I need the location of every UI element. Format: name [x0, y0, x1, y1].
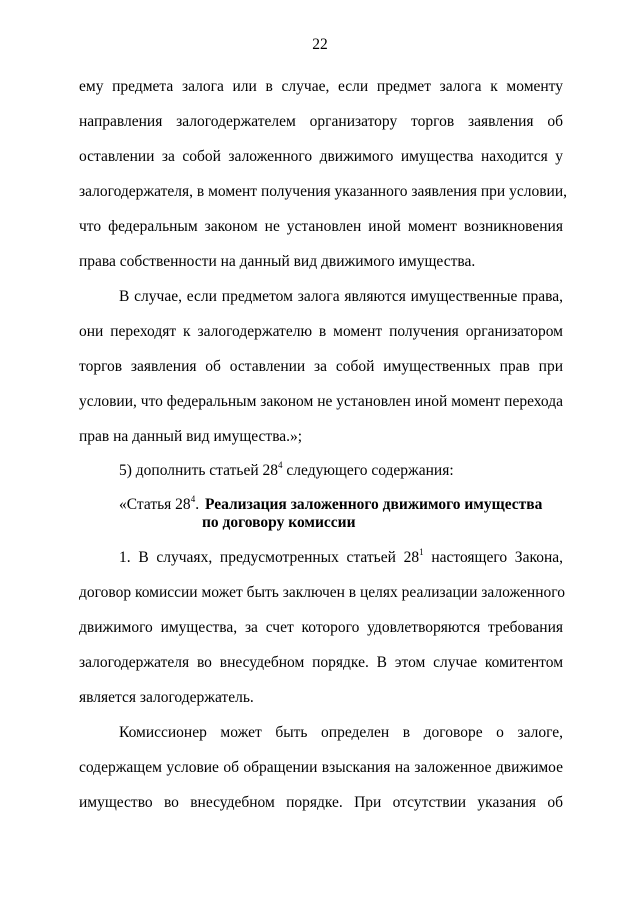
text-line: что федеральным законом не установлен иной момент возникновения	[79, 218, 563, 235]
amendment-text: 5) дополнить статьей 28	[119, 462, 279, 479]
text-line: залогодержателя, в момент получения указанного заявления при условии,	[79, 183, 567, 200]
text-line: движимого имущества, за счет которого удовлетворяются требования	[79, 619, 563, 636]
text-line: они переходят к залогодержателю в момент получения организатором	[79, 323, 563, 340]
text-line: ему предмета залога или в случае, если предмет залога к моменту	[79, 78, 563, 95]
text-line: оставлении за собой заложенного движимого имущества находится у	[79, 148, 563, 165]
text-line: содержащем условие об обращении взыскания на заложенное движимое	[79, 759, 563, 776]
amendment-text-end: следующего содержания:	[282, 462, 454, 479]
text-line: имущество во внесудебном порядке. При отсутствии указания об	[79, 794, 563, 811]
text-line: является залогодержатель.	[79, 689, 254, 706]
article-title-line-2: по договору комиссии	[202, 514, 356, 531]
text-segment: 1. В случаях, предусмотренных статьей 28	[119, 549, 420, 566]
article-title-line-1: Реализация заложенного движимого имущества	[204, 496, 543, 513]
text-line: прав на данный вид имущества.»;	[79, 428, 303, 445]
article-label-end: .	[195, 496, 200, 513]
superscript: 1	[419, 546, 424, 557]
text-line: Комиссионер может быть определен в договоре о залоге,	[119, 724, 563, 741]
text-segment: настоящего Закона,	[423, 549, 563, 566]
text-line: торгов заявления об оставлении за собой имущественных прав при	[79, 358, 563, 375]
page-number: 22	[312, 36, 328, 53]
text-line: залогодержателя во внесудебном порядке. В этом случае комитентом	[79, 654, 563, 671]
article-label: «Статья 28	[119, 496, 191, 513]
text-line: направления залогодержателем организатору торгов заявления об	[79, 113, 563, 130]
article-heading-line-1	[119, 493, 563, 514]
text-line: права собственности на данный вид движимого имущества.	[79, 253, 476, 270]
superscript: 4	[278, 459, 283, 470]
text-line: условии, что федеральным законом не установлен иной момент перехода	[79, 393, 563, 410]
superscript: 4	[190, 493, 196, 504]
text-line	[119, 546, 563, 567]
text-line: договор комиссии может быть заключен в целях реализации заложенного	[79, 584, 565, 601]
text-line: В случае, если предметом залога являются имущественные права,	[119, 288, 563, 305]
amendment-item	[119, 459, 563, 480]
